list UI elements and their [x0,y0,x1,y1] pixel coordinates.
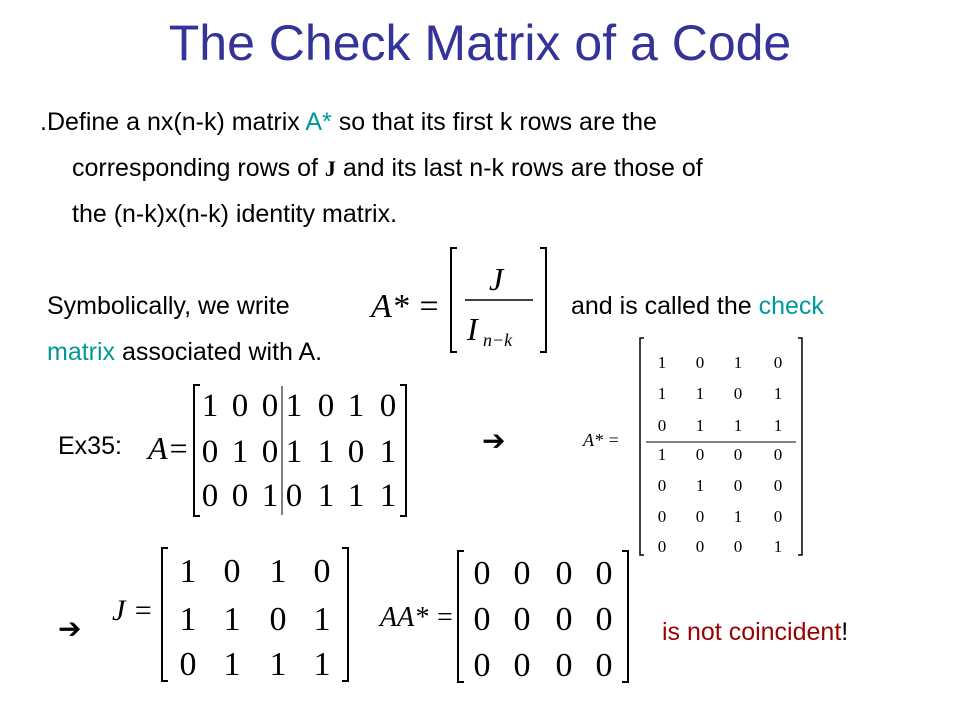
matrix-entry: 0 [773,445,783,464]
symbolic-text: and is called the [571,292,759,320]
matrix-entry: 1 [261,478,279,514]
symbolic-line-2 [47,338,322,367]
matrix-entry: 1 [733,416,743,435]
right-bracket [400,385,406,516]
left-bracket [458,551,464,682]
formula-top: J [489,261,504,297]
astar-block-formula [365,242,555,358]
j-term: J [324,156,336,181]
definition-text: .Define a nx(n-k) matrix [40,108,306,136]
definition-text: corresponding rows of [72,154,325,182]
matrix-entry: 0 [201,478,219,514]
matrix-entry: 1 [179,553,197,590]
matrix-entry: 0 [473,555,491,592]
page-title: The Check Matrix of a Code [168,15,792,71]
matrix-entry: 1 [773,537,783,556]
matrix-entry: 1 [379,478,397,514]
matrix-entry: 0 [733,445,743,464]
astar-lhs: A* = [583,430,620,450]
matrix-entry: 1 [657,384,667,403]
matrix-entry: 1 [201,388,219,424]
matrix-entry: 0 [317,388,335,424]
definition-text: so that its first k rows are the [331,108,657,136]
matrix-entry: 0 [473,601,491,638]
left-bracket [162,548,168,681]
matrix-entry: 1 [773,416,783,435]
j-lhs: J = [112,594,154,627]
example-label: Ex35: [58,432,122,460]
matrix-entry: 1 [657,445,667,464]
matrix-entry: 1 [317,434,335,470]
matrix-entry: 1 [269,553,287,590]
matrix-entry: 0 [555,601,573,638]
matrix-entry: 0 [261,388,279,424]
matrix-entry: 1 [347,478,365,514]
matrix-astar [638,335,806,559]
matrix-entry: 0 [695,537,705,556]
matrix-entry: 1 [223,646,241,683]
matrix-entry: 1 [733,353,743,372]
matrix-entry: 0 [269,601,287,638]
matrix-entry: 0 [555,555,573,592]
matrix-entry: 1 [313,601,331,638]
matrix-entry: 0 [223,553,241,590]
matrix-entry: 0 [733,537,743,556]
matrix-entry: 0 [695,353,705,372]
matrix-entry: 1 [733,507,743,526]
matrix-entry: 1 [695,416,705,435]
right-bracket [798,338,802,555]
matrix-entry: 0 [473,647,491,684]
matrix-entry: 1 [379,434,397,470]
definition-text: and its last n-k rows are those of [335,154,703,182]
matrix-entry: 0 [231,388,249,424]
matrix-entry: 0 [201,434,219,470]
conclusion-phrase: is not coincident [662,618,842,646]
matrix-entry: 0 [179,646,197,683]
matrix-entry: 1 [657,353,667,372]
matrix-entry: 0 [313,553,331,590]
matrix-entry: 0 [733,384,743,403]
matrix-entry: 0 [231,478,249,514]
definition-line-1 [40,108,657,137]
definition-line-3: the (n-k)x(n-k) identity matrix. [72,200,398,228]
exclamation-mark: ! [841,618,849,646]
conclusion-text [662,618,848,647]
astar-term: A* [305,108,332,136]
symbolic-text: Symbolically, we write [47,292,290,320]
check-term: check [758,292,824,320]
matrix-entry: 1 [695,384,705,403]
matrix-entry: 0 [285,478,303,514]
aa-lhs: AA* = [380,602,455,633]
matrix-entry: 0 [347,434,365,470]
matrix-entry: 0 [595,555,613,592]
matrix-entry: 0 [379,388,397,424]
matrix-entry: 0 [513,555,531,592]
matrix-entry: 0 [773,353,783,372]
right-bracket [622,551,628,682]
matrix-entry: 0 [595,601,613,638]
matrix-entry: 0 [773,476,783,495]
arrow-icon: ➔ [482,425,506,456]
left-bracket [194,385,200,516]
matrix-entry: 1 [269,646,287,683]
symbolic-text: associated with A. [115,338,323,366]
matrix-entry: 1 [179,601,197,638]
matrix-a [192,382,412,520]
right-bracket [342,548,348,681]
a-lhs: A= [148,430,190,466]
matrix-entry: 0 [595,647,613,684]
check-matrix-text [571,292,824,321]
matrix-entry: 0 [657,416,667,435]
arrow-icon: ➔ [58,613,82,644]
matrix-entry: 1 [347,388,365,424]
identity-symbol: I [467,311,478,347]
matrix-aa [456,548,632,686]
matrix-entry: 0 [513,601,531,638]
matrix-entry: 0 [695,507,705,526]
matrix-term: matrix [47,338,116,366]
matrix-j [160,545,352,685]
matrix-entry: 0 [773,507,783,526]
matrix-entry: 0 [657,507,667,526]
matrix-entry: 0 [695,445,705,464]
matrix-entry: 1 [317,478,335,514]
definition-line-2 [72,154,703,183]
matrix-entry: 1 [695,476,705,495]
matrix-entry: 0 [733,476,743,495]
matrix-entry: 1 [231,434,249,470]
matrix-entry: 1 [313,646,331,683]
left-bracket [451,248,457,352]
matrix-entry: 1 [285,388,303,424]
matrix-entry: 0 [555,647,573,684]
right-bracket [540,248,546,352]
left-bracket [640,338,644,555]
matrix-entry: 0 [261,434,279,470]
matrix-entry: 1 [773,384,783,403]
identity-subscript: n−k [483,330,513,350]
matrix-entry: 0 [657,476,667,495]
formula-lhs: A* = [371,288,441,325]
matrix-entry: 1 [223,601,241,638]
matrix-entry: 1 [285,434,303,470]
matrix-entry: 0 [657,537,667,556]
matrix-entry: 0 [513,647,531,684]
